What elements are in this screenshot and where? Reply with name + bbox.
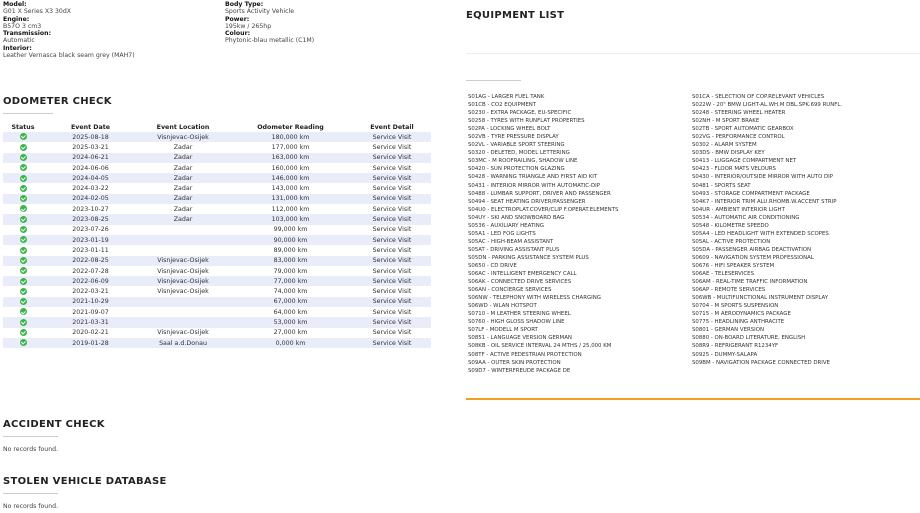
column-header-location: Event Location [156, 123, 210, 131]
equipment-item: S06WB - MULTIFUNCTIONAL INSTRUMENT DISPLAY [692, 295, 829, 302]
accident-section-header [3, 419, 105, 437]
equipment-item: S0925 - DUMMY-SALAPA [692, 351, 758, 358]
equipment-item: S06NW - TELEPHONY WITH WIRELESS CHARGING [468, 295, 601, 302]
cell-reading: 131,000 km [228, 194, 353, 204]
equipment-item: S0704 - M SPORTS SUSPENSION [692, 303, 779, 310]
status-cell [3, 132, 43, 142]
cell-location [138, 317, 228, 327]
equipment-item: S02VG - PERFORMANCE CONTROL [692, 134, 785, 141]
check-circle-icon [20, 278, 27, 285]
equipment-item: S02VB - TYRE PRESSURE DISPLAY [468, 134, 559, 141]
status-cell [3, 173, 43, 183]
status-cell [3, 204, 43, 214]
equipment-item: S06AN - CONCIERGE SERVICES [468, 287, 552, 294]
cell-reading: 74,000 km [273, 288, 308, 296]
stolen-section-header [3, 476, 167, 494]
equipment-item: S0880 - ON-BOARD LITERATURE, ENGLISH [692, 335, 806, 342]
cell-reading: 79,000 km [273, 267, 308, 275]
cell-detail: Service Visit [353, 153, 431, 163]
equipment-divider [466, 53, 920, 54]
table-row [3, 297, 431, 307]
cell-detail: Service Visit [353, 276, 431, 286]
cell-detail: Service Visit [372, 288, 412, 296]
equipment-item: S0431 - INTERIOR MIRROR WITH AUTOMATIC-DIP [468, 182, 600, 189]
check-circle-icon [20, 175, 27, 182]
equipment-item: S04K7 - INTERIOR TRIM ALU.RHOMB.W.ACCENT STRIP [692, 198, 837, 205]
equipment-item: S02VL - VARIABLE SPORT STEERING [468, 142, 565, 149]
cell-date: 2022-08-25 [43, 256, 138, 266]
check-circle-icon [20, 267, 27, 274]
cell-location: Zadar [173, 205, 193, 213]
check-circle-icon [20, 329, 27, 336]
stolen-result: No records found. [3, 503, 59, 510]
table-row [3, 317, 431, 327]
odometer-section-header [3, 96, 112, 114]
cell-date: 2023-07-26 [72, 226, 109, 234]
status-cell [3, 286, 43, 296]
cell-date: 2022-07-28 [72, 267, 109, 275]
equipment-item: S06WD - WLAN HOTSPOT [468, 303, 537, 310]
equipment-item: S0413 - LUGGAGE COMPARTMENT NET [692, 158, 797, 165]
cell-date: 2024-06-06 [72, 164, 109, 172]
equipment-item: S0493 - STORAGE COMPARTMENT PACKAGE [692, 190, 810, 197]
equipment-column-1 [468, 93, 618, 375]
cell-date: 2025-08-18 [43, 132, 138, 142]
equipment-item: S02PA - LOCKING WHEEL BOLT [468, 126, 551, 133]
equipment-item: S0536 - AUXILIARY HEATING [468, 222, 544, 229]
status-cell [3, 142, 43, 152]
cell-location: Visnjevac-Osijek [157, 288, 209, 296]
cell-detail: Service Visit [353, 297, 431, 307]
equipment-item: S03DS - BMW DISPLAY KEY [692, 150, 765, 157]
cell-date: 2024-02-05 [43, 194, 138, 204]
equipment-item: S01CA - SELECTION OF COP.RELEVANT VEHICLES [692, 94, 825, 100]
spec-label: Colour: [225, 30, 251, 38]
cell-reading: 143,000 km [271, 185, 310, 193]
cell-reading: 67,000 km [228, 297, 353, 307]
spec-value: G01 X Series X3 30dX [3, 8, 72, 16]
cell-location [138, 307, 228, 317]
accident-title-underline [3, 436, 58, 437]
equipment-item: S04UY - SKI AND SNOWBOARD BAG [468, 214, 565, 221]
table-row [3, 266, 431, 276]
check-circle-icon [20, 298, 27, 305]
spec-label: Engine: [3, 15, 30, 23]
cell-location: Zadar [138, 153, 228, 163]
equipment-column-2 [692, 93, 842, 367]
check-circle-icon [20, 216, 27, 223]
table-row [3, 286, 431, 296]
cell-reading: 27,000 km [273, 329, 308, 337]
cell-date: 2023-10-27 [72, 205, 109, 213]
equipment-item: S06AK - CONNECTED DRIVE SERVICES [468, 279, 572, 286]
equipment-item: S05AT - DRIVING ASSISTANT PLUS [468, 246, 560, 253]
equipment-item: S05AC - HIGH-BEAM ASSISTANT [468, 238, 554, 245]
status-cell [3, 328, 43, 338]
left-panel [3, 0, 433, 510]
cell-location [138, 245, 228, 255]
equipment-item: S01AG - LARGER FUEL TANK [468, 94, 545, 100]
table-row [3, 142, 431, 152]
specs-left-column [3, 1, 218, 59]
cell-location [138, 297, 228, 307]
equipment-item: S01CB - CO2 EQUIPMENT [468, 102, 537, 109]
accident-title: ACCIDENT CHECK [3, 419, 105, 430]
spec-label: Model: [3, 1, 27, 8]
cell-date: 2023-08-25 [43, 214, 138, 224]
equipment-item: S09BM - NAVIGATION PACKAGE CONNECTED DRIVE [692, 359, 830, 366]
cell-detail: Service Visit [353, 173, 431, 183]
cell-location: Zadar [138, 173, 228, 183]
odometer-table [3, 122, 431, 348]
cell-reading: 160,000 km [271, 164, 310, 172]
cell-detail: Service Visit [372, 267, 412, 275]
cell-reading: 177,000 km [271, 143, 310, 151]
cell-date: 2023-01-19 [43, 235, 138, 245]
check-circle-icon [20, 144, 27, 151]
column-header-detail: Event Detail [370, 123, 414, 131]
equipment-item: S03MC - M ROOFRAILING, SHADOW LINE [468, 158, 578, 165]
cell-location: Zadar [173, 164, 193, 172]
equipment-item: S0481 - SPORTS SEAT [692, 182, 751, 189]
cell-date: 2023-01-11 [72, 246, 109, 254]
cell-detail: Service Visit [372, 226, 412, 234]
table-row [3, 132, 431, 142]
cell-detail: Service Visit [372, 164, 412, 172]
cell-reading: 77,000 km [228, 276, 353, 286]
stolen-title: STOLEN VEHICLE DATABASE [3, 476, 167, 487]
spec-value: Automatic [3, 37, 35, 45]
spec-value: B57O 3 cm3 [3, 22, 42, 30]
column-header-reading: Odometer Reading [257, 123, 324, 131]
vehicle-specs [3, 0, 433, 74]
cell-location: Zadar [173, 143, 193, 151]
equipment-title: EQUIPMENT LIST [466, 10, 565, 21]
cell-date: 2022-06-09 [43, 276, 138, 286]
status-cell [3, 307, 43, 317]
table-row [3, 214, 431, 224]
cell-detail: Service Visit [372, 205, 412, 213]
equipment-item: S05A1 - LED FOG LIGHTS [468, 230, 536, 237]
cell-date: 2024-06-21 [43, 153, 138, 163]
equipment-item: S08KB - OIL SERVICE INTERVAL 24 MTHS / 25,000 KM [468, 343, 612, 350]
check-circle-icon [20, 133, 27, 140]
cell-location: Visnjevac-Osijek [138, 132, 228, 142]
equipment-item: S0609 - NAVIGATION SYSTEM PROFESSIONAL [692, 254, 814, 261]
equipment-item: S05DA - PASSENGER AIRBAG DEACTIVATION [692, 246, 812, 253]
table-row [3, 173, 431, 183]
equipment-item: S06AC - INTELLIGENT EMERGENCY CALL [468, 271, 577, 278]
cell-date: 2019-01-28 [43, 338, 138, 348]
cell-location: Saal a.d.Donau [138, 338, 228, 348]
cell-reading: 53,000 km [228, 317, 353, 327]
cell-detail: Service Visit [372, 185, 412, 193]
equipment-item: S0710 - M LEATHER STEERING WHEEL [468, 311, 571, 318]
spec-value: 195kw / 265hp [225, 22, 272, 30]
cell-reading: 99,000 km [273, 226, 308, 234]
cell-location [138, 235, 228, 245]
check-circle-icon [20, 226, 27, 233]
check-circle-icon [20, 247, 27, 254]
status-cell [3, 338, 43, 348]
equipment-item: S0715 - M AERODYNAMICS PACKAGE [692, 311, 791, 318]
cell-detail: Service Visit [353, 214, 431, 224]
column-header-date: Event Date [70, 123, 111, 131]
spec-label: Body Type: [225, 1, 264, 8]
cell-detail: Service Visit [353, 194, 431, 204]
equipment-item: S04U0 - ELECTROPLAT.COVER/CLIP F.OPERAT.ELEMENTS [468, 206, 619, 213]
cell-detail: Service Visit [372, 143, 412, 151]
table-row [3, 307, 431, 317]
equipment-item: S0534 - AUTOMATIC AIR CONDITIONING [692, 214, 800, 221]
status-cell [3, 276, 43, 286]
table-row [3, 338, 431, 348]
cell-location: Visnjevac-Osijek [157, 329, 209, 337]
cell-reading: 112,000 km [271, 205, 310, 213]
status-cell [3, 225, 43, 235]
equipment-item: S0428 - WARNING TRIANGLE AND FIRST AID KIT [468, 174, 598, 181]
check-circle-icon [20, 257, 27, 264]
equipment-item: S0420 - SUN PROTECTION GLAZING [468, 166, 565, 173]
equipment-accent-bar [466, 398, 920, 400]
check-circle-icon [20, 319, 27, 326]
equipment-item: S06AP - REMOTE SERVICES [692, 287, 766, 294]
status-cell [3, 266, 43, 276]
check-circle-icon [20, 205, 27, 212]
cell-detail: Service Visit [353, 132, 431, 142]
cell-location: Zadar [138, 214, 228, 224]
spec-label: Transmission: [3, 30, 52, 38]
cell-date: 2022-03-21 [72, 288, 109, 296]
cell-detail: Service Visit [353, 256, 431, 266]
cell-reading: 89,000 km [273, 246, 308, 254]
equipment-item: S0248 - STEERING WHEEL HEATER [692, 110, 786, 117]
equipment-item: S04UR - AMBIENT INTERIOR LIGHT [692, 206, 785, 213]
equipment-item: S0230 - EXTRA PACKAGE, EU-SPECIFIC [468, 110, 572, 117]
equipment-item: S0676 - HIFI SPEAKER SYSTEM [692, 262, 775, 269]
status-cell [3, 183, 43, 193]
cell-date: 2021-09-07 [72, 308, 109, 316]
check-circle-icon [20, 339, 27, 346]
equipment-item: S022W - 20" BMW LIGHT-AL.WH.M DBL.SPK.699 RUNFL. [692, 102, 843, 109]
odometer-title: ODOMETER CHECK [3, 96, 112, 107]
cell-detail: Service Visit [372, 246, 412, 254]
table-row [3, 194, 431, 204]
cell-reading: 146,000 km [228, 173, 353, 183]
equipment-item: S0258 - TYRES WITH RUNFLAT PROPERTIES [468, 118, 585, 125]
table-row [3, 183, 431, 193]
table-row [3, 276, 431, 286]
stolen-title-underline [3, 493, 58, 494]
equipment-item: S09AA - OUTER SKIN PROTECTION [468, 359, 561, 366]
table-row [3, 204, 431, 214]
equipment-item: S0801 - GERMAN VERSION [692, 327, 765, 334]
equipment-item: S0650 - CD DRIVE [468, 262, 517, 269]
cell-reading: 163,000 km [228, 153, 353, 163]
odometer-title-underline [3, 113, 53, 114]
cell-date: 2025-03-21 [72, 143, 109, 151]
cell-detail: Service Visit [353, 235, 431, 245]
table-row [3, 256, 431, 266]
odometer-table-body [3, 132, 431, 348]
check-circle-icon [20, 195, 27, 202]
cell-location: Zadar [173, 185, 193, 193]
cell-detail: Service Visit [353, 317, 431, 327]
equipment-item: S09D7 - WINTERFREUDE PACKAGE DE [468, 367, 571, 374]
check-circle-icon [20, 154, 27, 161]
equipment-item: S06AE - TELESERVICES [692, 271, 755, 278]
equipment-item: S0320 - DELETED, MODEL LETTERING [468, 150, 570, 157]
equipment-item: S0851 - LANGUAGE VERSION GERMAN [468, 335, 572, 342]
cell-location: Zadar [138, 194, 228, 204]
status-cell [3, 235, 43, 245]
cell-detail: Service Visit [372, 329, 412, 337]
accident-result: No records found. [3, 446, 59, 453]
equipment-item: S0548 - KILOMETRE SPEEDO [692, 222, 769, 229]
status-cell [3, 245, 43, 255]
cell-reading: 64,000 km [273, 308, 308, 316]
equipment-item: S0488 - LUMBAR SUPPORT, DRIVER AND PASSENGER [468, 190, 611, 197]
equipment-item: S0302 - ALARM SYSTEM [692, 142, 757, 149]
cell-date: 2021-10-29 [43, 297, 138, 307]
spec-label: Power: [225, 15, 250, 23]
equipment-item: S08TF - ACTIVE PEDESTRIAN PROTECTION [468, 351, 582, 358]
equipment-item: S0775 - HEADLINING ANTHRACITE [692, 319, 785, 326]
status-cell [3, 163, 43, 173]
table-row [3, 163, 431, 173]
cell-reading: 90,000 km [228, 235, 353, 245]
check-circle-icon [20, 164, 27, 171]
check-circle-icon [20, 288, 27, 295]
status-cell [3, 194, 43, 204]
cell-reading: 103,000 km [228, 214, 353, 224]
status-cell [3, 256, 43, 266]
cell-location: Visnjevac-Osijek [138, 256, 228, 266]
check-circle-icon [20, 308, 27, 315]
equipment-item: S0760 - HIGH GLOSS SHADOW LINE [468, 319, 565, 326]
check-circle-icon [20, 185, 27, 192]
cell-date: 2020-02-21 [72, 329, 109, 337]
cell-date: 2024-03-22 [72, 185, 109, 193]
equipment-item: S05DN - PARKING ASSISTANCE SYSTEM PLUS [468, 254, 589, 261]
equipment-title-underline [466, 80, 521, 81]
cell-location: Visnjevac-Osijek [157, 267, 209, 275]
spec-value: Leather Vernasca black seam grey (MAH7) [3, 52, 135, 60]
table-row [3, 235, 431, 245]
status-cell [3, 297, 43, 307]
cell-detail: Service Visit [353, 338, 431, 348]
equipment-item: S02TB - SPORT AUTOMATIC GEARBOX [692, 126, 794, 133]
column-header-status: Status [11, 123, 35, 131]
check-circle-icon [20, 236, 27, 243]
status-cell [3, 317, 43, 327]
cell-location: Visnjevac-Osijek [138, 276, 228, 286]
table-row [3, 153, 431, 163]
cell-date: 2024-04-05 [43, 173, 138, 183]
equipment-item: S05A4 - LED HEADLIGHT WITH EXTENDED SCOPES [692, 230, 829, 237]
cell-reading: 83,000 km [228, 256, 353, 266]
odometer-header-row [3, 122, 431, 132]
cell-detail: Service Visit [372, 308, 412, 316]
specs-right-column [225, 1, 425, 45]
status-cell [3, 153, 43, 163]
table-row [3, 225, 431, 235]
equipment-item: S0423 - FLOOR MATS VELOURS [692, 166, 776, 173]
equipment-item: S06AM - REAL-TIME TRAFFIC INFORMATION [692, 279, 808, 286]
equipment-item: S08R9 - REFRIGERANT R1234YF [692, 343, 779, 350]
equipment-item: S02NH - M SPORT BRAKE [692, 118, 760, 125]
table-row [3, 245, 431, 255]
table-row [3, 328, 431, 338]
equipment-item: S0494 - SEAT HEATING DRIVER/PASSENGER [468, 198, 586, 205]
equipment-item: S05AL - ACTIVE PROTECTION [692, 238, 771, 245]
cell-reading: 0,000 km [228, 338, 353, 348]
cell-reading: 180,000 km [228, 132, 353, 142]
spec-label: Interior: [3, 44, 32, 52]
cell-location [138, 225, 228, 235]
spec-value: Phytonic-blau metallic (C1M) [225, 37, 315, 45]
spec-value: Sports Activity Vehicle [225, 8, 295, 16]
cell-date: 2021-03-31 [43, 317, 138, 327]
equipment-item: S0430 - INTERIOR/OUTSIDE MIRROR WITH AUTO DIP [692, 174, 834, 181]
status-cell [3, 214, 43, 224]
equipment-item: S07LF - MODELL M SPORT [468, 327, 538, 334]
